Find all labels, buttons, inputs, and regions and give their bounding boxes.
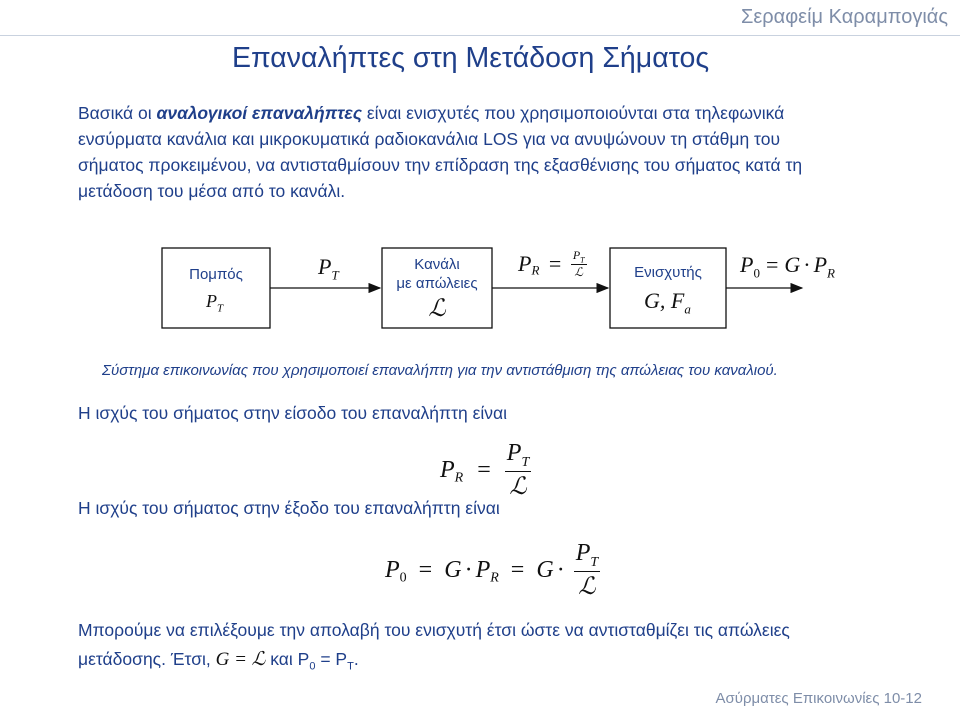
- eq2-den: ℒ: [578, 573, 596, 600]
- output-lhs: P: [740, 252, 754, 277]
- signal-pt-symbol: P: [318, 254, 332, 279]
- received-power-num-sub: T: [580, 255, 585, 265]
- eq1-num-sub: T: [521, 454, 530, 470]
- received-power-equals: =: [548, 251, 562, 277]
- channel-loss-symbol: ℒ: [428, 296, 446, 322]
- signal-pt-label: [318, 254, 339, 283]
- eq2-gain-1: G: [444, 556, 462, 583]
- eq2-num-sub: T: [590, 554, 599, 570]
- eq1-fraction: [505, 440, 531, 501]
- channel-label-2: με απώλειες: [396, 275, 478, 292]
- eq1-lhs-sub: R: [454, 470, 464, 486]
- transmitter-power-symbol: P: [206, 291, 217, 311]
- conclusion-eq2-subT: T: [347, 660, 354, 673]
- slide-title: Επαναλήπτες στη Μετάδοση Σήματος: [232, 42, 710, 74]
- eq2-pr-sub: R: [490, 570, 499, 586]
- received-power-equation: [518, 248, 587, 280]
- output-power-equation: $P_0 = G \cdot P_R$: [740, 252, 835, 281]
- output-pr: P: [813, 252, 828, 277]
- output-lhs-sub: 0: [753, 265, 760, 281]
- input-power-equation: [440, 440, 531, 501]
- intro-prefix: Βασικά οι: [78, 103, 157, 123]
- transmitter-power: [206, 291, 223, 315]
- conclusion-eq2-mid: = P: [315, 649, 348, 669]
- intro-line-3: σήματος προκειμένου, να αντισταθμίσουν την επίδραση της εξασθένισης του σήματος κατά τη: [78, 155, 803, 175]
- transmitter-box: [162, 248, 270, 328]
- conclusion-and: και: [265, 649, 298, 669]
- received-power-lhs-sub: R: [531, 262, 540, 278]
- conclusion-line-2: [78, 648, 359, 673]
- channel-label-1: Κανάλι: [414, 256, 460, 273]
- received-power-fraction: [571, 248, 587, 280]
- eq1-lhs: P: [440, 456, 455, 483]
- output-power-text: Η ισχύς του σήματος στην έξοδο του επαναλήπτη είναι: [78, 498, 500, 518]
- eq2-num: P: [575, 540, 591, 566]
- author-name: Σεραφείμ Καραμπογιάς: [740, 6, 948, 28]
- eq2-lhs: P: [385, 556, 400, 583]
- eq2-lhs-sub: 0: [399, 570, 407, 586]
- amplifier-label: Ενισχυτής: [634, 264, 702, 281]
- conclusion-end: .: [353, 649, 359, 669]
- conclusion-prefix: μετάδοσης. Έτσι,: [78, 649, 216, 669]
- footer-course-page: Ασύρματες Επικοινωνίες 10-12: [715, 690, 922, 707]
- output-power-equation-full: $P_0 = G \cdot P_R = G$ · $\frac{P_T}{\text{ℒ}}$: [385, 540, 599, 600]
- output-equals: =: [765, 252, 779, 277]
- conclusion-eq1: G = ℒ: [215, 649, 266, 670]
- amplifier-params-text: G, F: [644, 288, 685, 313]
- eq2-equals-1: =: [418, 556, 433, 583]
- received-power-den: ℒ: [574, 265, 584, 280]
- transmitter-label: Πομπός: [189, 266, 243, 283]
- eq1-den: ℒ: [509, 473, 527, 500]
- eq2-pr: P: [475, 556, 491, 583]
- input-power-text: Η ισχύς του σήματος στην είσοδο του επαναλήπτη είναι: [78, 403, 508, 423]
- eq1-equals: =: [477, 456, 491, 483]
- output-pr-sub: R: [827, 265, 835, 281]
- amplifier-params: [644, 288, 691, 317]
- amplifier-params-sub: a: [684, 301, 691, 317]
- conclusion-eq2-sub0: 0: [309, 660, 316, 673]
- intro-line-2: ενσύρματα κανάλια και μικροκυματικά ραδιοκανάλια LOS για να ανυψώνουν τη στάθμη του: [78, 129, 781, 149]
- diagram-caption: Σύστημα επικοινωνίας που χρησιμοποιεί επαναλήπτη για την αντιστάθμιση της απώλειας του καναλιού.: [102, 362, 778, 379]
- signal-pt-sub: T: [331, 267, 339, 283]
- intro-emphasis: αναλογικοί επαναλήπτες: [156, 103, 363, 123]
- output-gain: G: [784, 252, 801, 277]
- intro-line-4: μετάδοση του μέσα από το κανάλι.: [78, 181, 346, 201]
- transmitter-power-sub: T: [217, 302, 224, 315]
- eq2-gain-2: G: [536, 556, 554, 583]
- eq2-equals-2: =: [510, 556, 525, 583]
- eq1-num: P: [506, 440, 522, 466]
- eq2-fraction: [574, 540, 600, 601]
- received-power-lhs: P: [518, 251, 532, 277]
- intro-line1-rest: είναι ενισχυτές που χρησιμοποιούνται στα τηλεφωνικά: [362, 103, 785, 123]
- conclusion-line-1: Μπορούμε να επιλέξουμε την απολαβή του ενισχυτή έτσι ώστε να αντισταθμίζει τις απώλειες: [78, 620, 790, 640]
- conclusion-eq2-p: P: [297, 649, 310, 669]
- received-power-num: P: [572, 248, 581, 262]
